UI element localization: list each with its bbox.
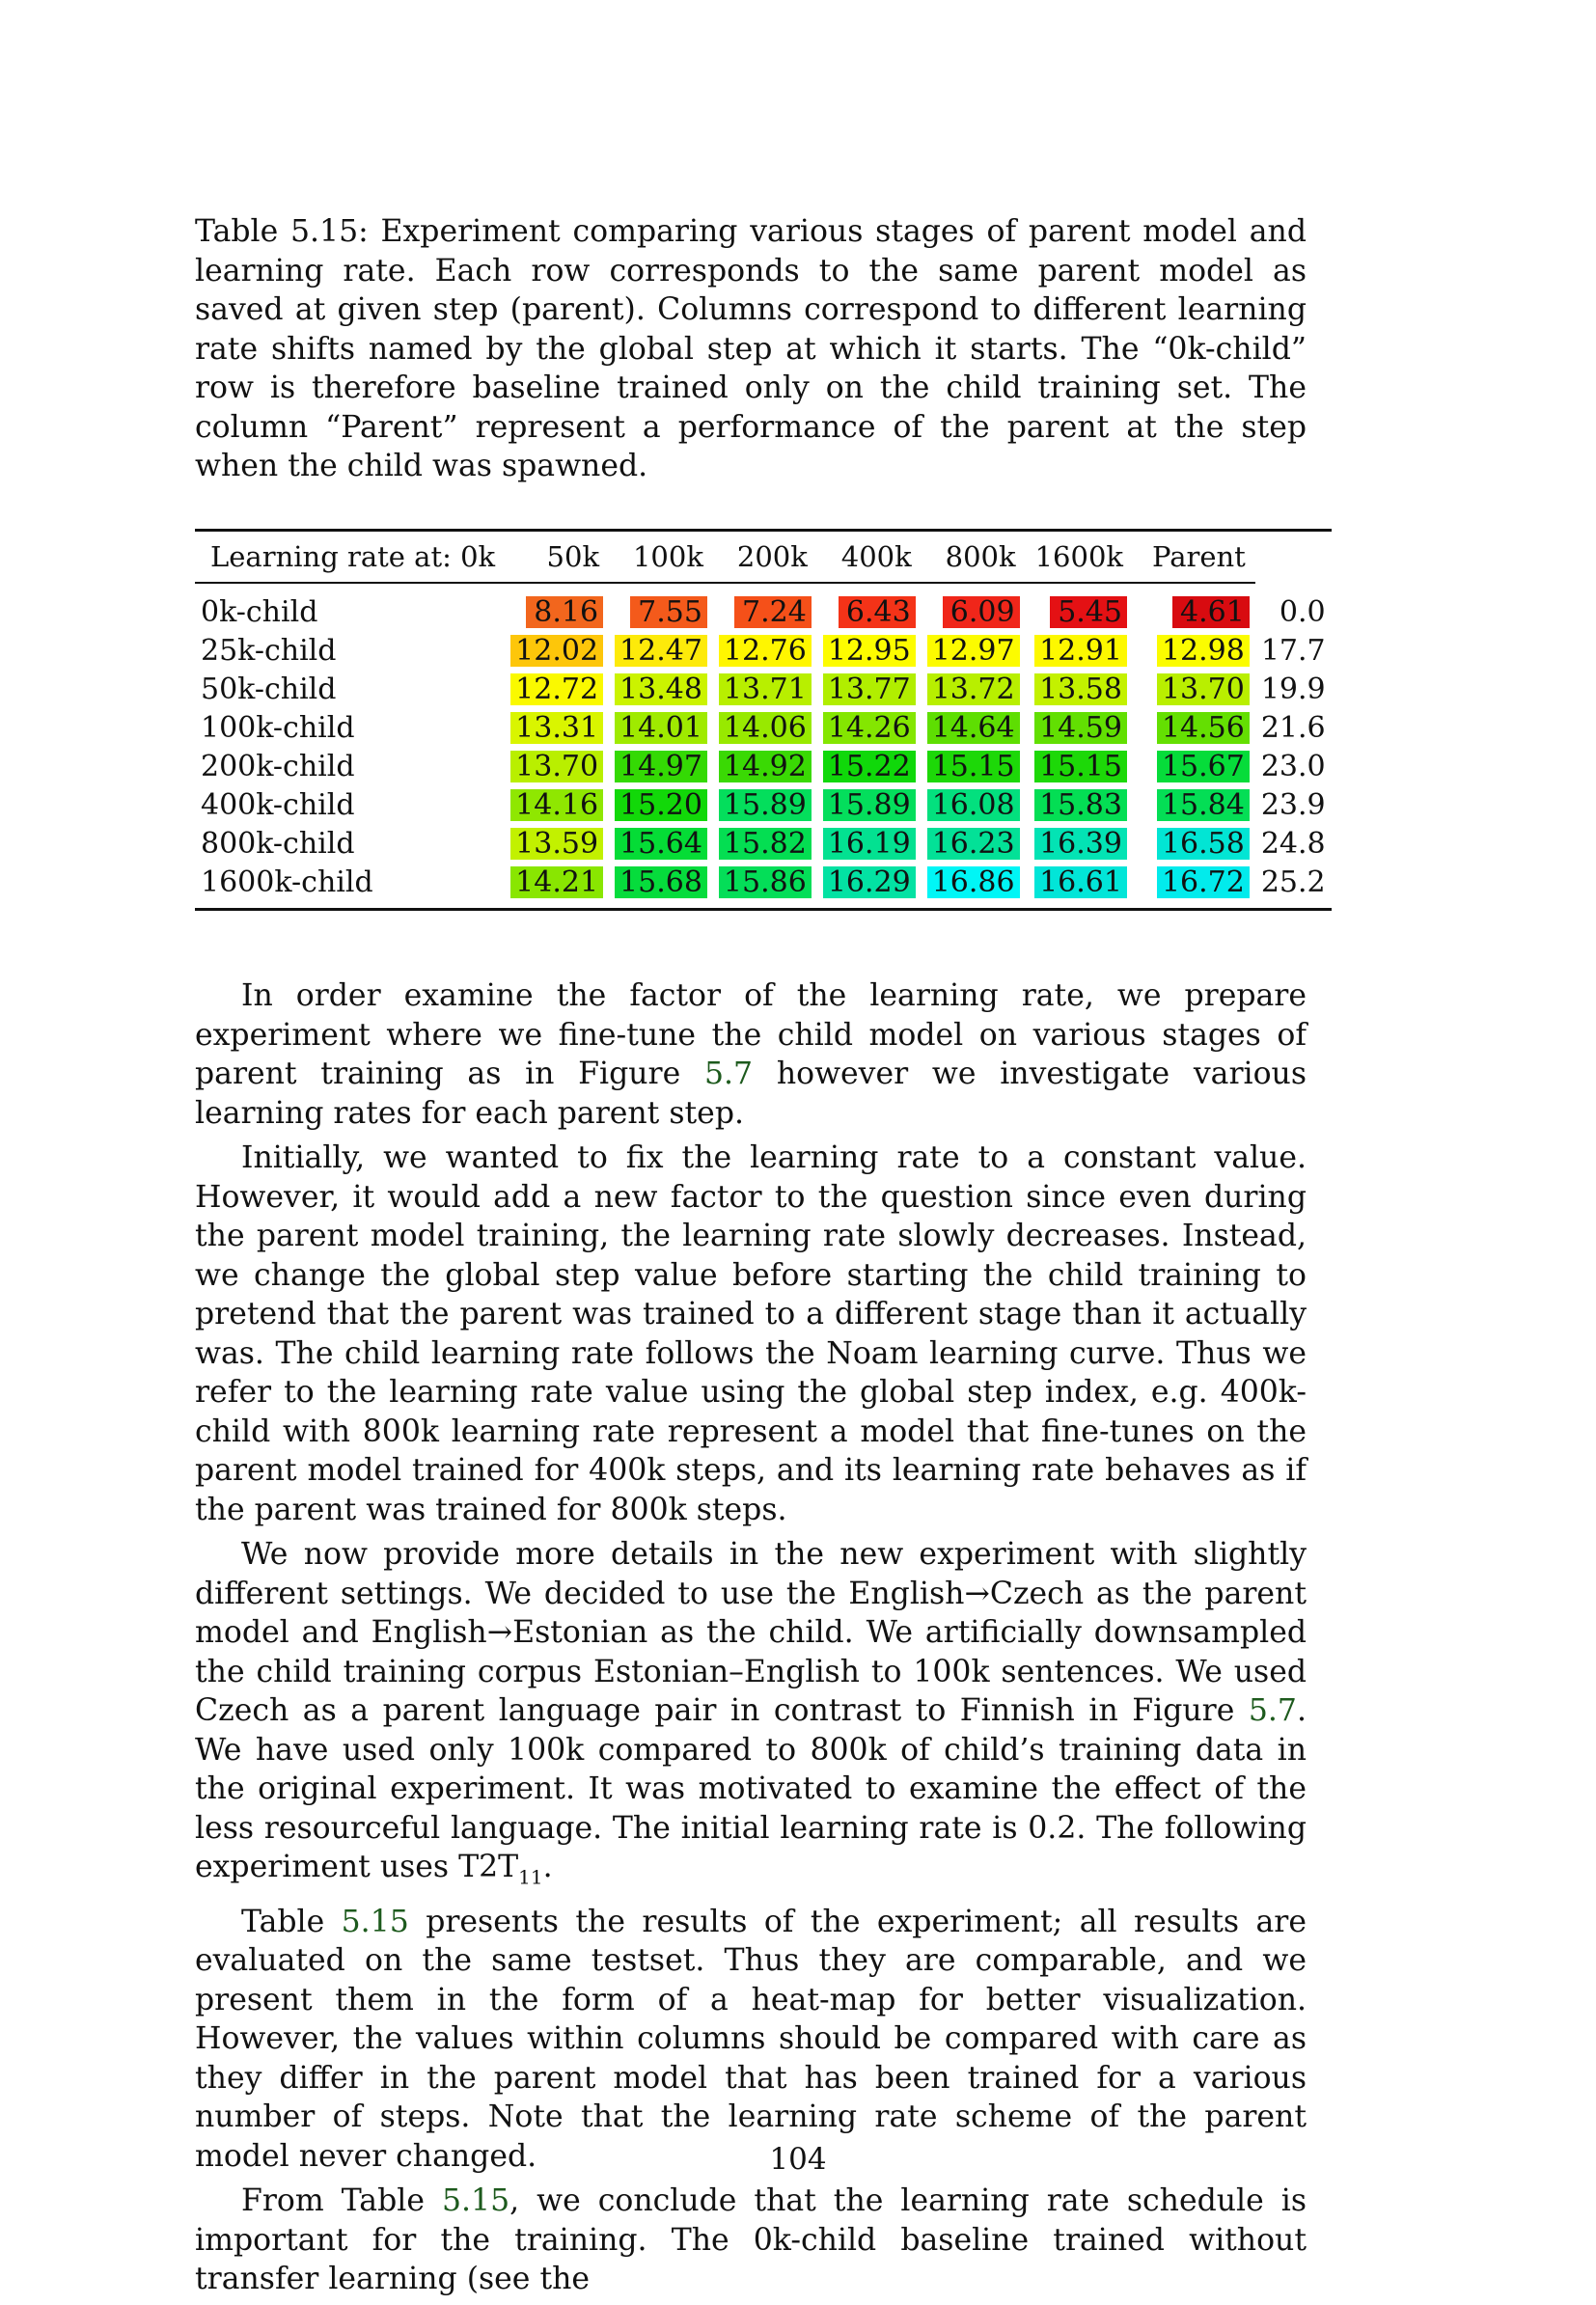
paragraph (195, 1903, 1307, 2177)
heat-cell (1026, 632, 1133, 671)
row-label: 200k-child (201, 750, 355, 783)
heat-cell-value: 16.86 (927, 866, 1020, 898)
heat-cell (922, 825, 1026, 864)
heat-cell-value: 14.64 (927, 712, 1020, 744)
heat-cell (817, 632, 922, 671)
heat-cell (505, 748, 609, 786)
heat-cell (922, 748, 1026, 786)
heat-cell-value: 16.29 (823, 866, 916, 898)
heat-cell-value: 16.58 (1157, 828, 1250, 860)
heat-cell (713, 748, 817, 786)
header-learning-rate: Learning rate at: 0k (195, 530, 505, 583)
row-label: 1600k-child (201, 865, 373, 899)
heat-cell (817, 583, 922, 632)
heatmap-table (195, 529, 1332, 911)
subscript: 11 (518, 1865, 543, 1889)
table-row (195, 671, 1332, 709)
heat-cell-value: 12.95 (823, 635, 916, 667)
text-run: , we conclude that the learning rate schedule is important for the training. The 0k-child baseline trained without transfer learning (see the (195, 2183, 1307, 2297)
heat-cell (922, 709, 1026, 748)
heat-cell-value: 16.08 (927, 789, 1020, 821)
paragraph (195, 1535, 1307, 1897)
heat-cell-value: 14.56 (1157, 712, 1250, 744)
heat-cell (505, 671, 609, 709)
heat-cell-value: 13.59 (510, 828, 603, 860)
heat-cell (817, 709, 922, 748)
parent-score: 17.7 (1260, 634, 1326, 668)
heat-cell-value: 13.72 (927, 673, 1020, 705)
heat-cell (922, 786, 1026, 825)
heat-cell (1133, 748, 1255, 786)
heat-cell-value: 13.71 (719, 673, 812, 705)
heat-cell (1133, 864, 1255, 910)
heat-cell (505, 709, 609, 748)
text-run: Table (241, 1904, 342, 1939)
heat-cell-value: 15.67 (1157, 751, 1250, 782)
heat-cell (609, 583, 713, 632)
heat-cell (1133, 632, 1255, 671)
text-run: Initially, we wanted to fix the learning rate to a constant value. However, it would add a new factor to the question since even during the parent model training, the learning rate slowly decreases. Instead, we change the global step value before starting the child training to pretend that the parent was trained to a different stage than it actually was. The child learning rate follows the Noam learning curve. Thus we refer to the learning rate value using the global step index, e.g. 400k-child with 800k learning rate represent a model that fine-tunes on the parent model trained for 400k steps, and its learning rate behaves as if the parent was trained for 800k steps. (195, 1140, 1307, 1527)
heat-cell-value: 15.15 (1034, 751, 1127, 782)
cross-reference-link[interactable]: 5.7 (703, 1056, 754, 1091)
row-label: 25k-child (201, 634, 337, 668)
heat-cell (1133, 786, 1255, 825)
heat-cell-value: 14.01 (615, 712, 707, 744)
heat-cell (505, 632, 609, 671)
heat-cell-value: 12.76 (719, 635, 812, 667)
heat-cell-value: 4.61 (1172, 596, 1250, 628)
table-row (195, 709, 1332, 748)
heat-cell-value: 12.47 (615, 635, 707, 667)
heat-cell-value: 15.89 (823, 789, 916, 821)
heat-cell (817, 748, 922, 786)
heat-cell-value: 15.15 (927, 751, 1020, 782)
heat-cell (1026, 825, 1133, 864)
heat-cell-value: 13.48 (615, 673, 707, 705)
heat-cell-value: 12.98 (1157, 635, 1250, 667)
heat-cell (922, 632, 1026, 671)
heat-cell (922, 864, 1026, 910)
parent-score: 0.0 (1279, 594, 1326, 629)
parent-score: 19.9 (1260, 672, 1326, 706)
heat-cell-value: 12.72 (510, 673, 603, 705)
heat-cell-value: 12.97 (927, 635, 1020, 667)
heat-cell (1026, 583, 1133, 632)
heat-cell-value: 16.19 (823, 828, 916, 860)
heat-cell-value: 7.24 (734, 596, 812, 628)
heat-cell-value: 13.77 (823, 673, 916, 705)
heat-cell (505, 583, 609, 632)
heat-cell-value: 13.58 (1034, 673, 1127, 705)
heat-cell (505, 864, 609, 910)
row-label: 400k-child (201, 788, 355, 822)
heat-cell (1026, 671, 1133, 709)
table-header-row (195, 530, 1332, 583)
page-number: 104 (769, 2142, 827, 2177)
heat-cell-value: 16.61 (1034, 866, 1127, 898)
heat-cell-value: 14.16 (510, 789, 603, 821)
header-800k: 800k (922, 530, 1026, 583)
text-run: In order examine the factor of the learning rate, we prepare experiment where we fine-tune the child model on various stages of parent training as in Figure (195, 978, 1307, 1091)
parent-score: 23.0 (1260, 750, 1326, 783)
heat-cell (1026, 786, 1133, 825)
heat-cell (1133, 825, 1255, 864)
heat-cell-value: 15.20 (615, 789, 707, 821)
heat-cell-value: 7.55 (630, 596, 707, 628)
heat-cell-value: 15.84 (1157, 789, 1250, 821)
header-parent: Parent (1133, 530, 1255, 583)
heat-cell (713, 709, 817, 748)
heat-cell-value: 8.16 (526, 596, 603, 628)
table-row (195, 825, 1332, 864)
header-400k: 400k (817, 530, 922, 583)
heat-cell (713, 632, 817, 671)
parent-score: 23.9 (1260, 788, 1326, 822)
heat-cell (713, 864, 817, 910)
heat-cell (713, 671, 817, 709)
header-200k: 200k (713, 530, 817, 583)
heat-cell (922, 671, 1026, 709)
table-figure (195, 212, 1326, 911)
table-row (195, 864, 1332, 910)
heat-cell (609, 671, 713, 709)
heat-cell (713, 583, 817, 632)
heat-cell (713, 786, 817, 825)
heat-cell-value: 13.70 (1157, 673, 1250, 705)
heat-cell (817, 671, 922, 709)
table-row (195, 583, 1332, 632)
heat-cell (817, 786, 922, 825)
body-text (195, 976, 1307, 2305)
heat-cell (609, 709, 713, 748)
header-50k: 50k (505, 530, 609, 583)
heat-cell (505, 786, 609, 825)
heat-cell-value: 15.83 (1034, 789, 1127, 821)
heat-cell-value: 14.59 (1034, 712, 1127, 744)
row-label: 0k-child (201, 595, 318, 629)
heat-cell (505, 825, 609, 864)
heat-cell-value: 15.68 (615, 866, 707, 898)
text-run: presents the results of the experiment; all results are evaluated on the same testset. Thus they are comparable, and we present them in the form of a heat-map for better visualization. However, the values within columns should be compared with care as they differ in the parent model that has been trained for a various number of steps. Note that the learning rate scheme of the parent model never changed. (195, 1904, 1307, 2174)
row-label: 800k-child (201, 827, 355, 861)
heat-cell (817, 864, 922, 910)
table-row (195, 786, 1332, 825)
heat-cell (1026, 748, 1133, 786)
cross-reference-link[interactable]: 5.15 (341, 1904, 409, 1939)
heat-cell-value: 14.26 (823, 712, 916, 744)
heat-cell-value: 14.92 (719, 751, 812, 782)
heat-cell-value: 15.89 (719, 789, 812, 821)
heat-cell (922, 583, 1026, 632)
heat-cell (817, 825, 922, 864)
paragraph (195, 976, 1307, 1133)
heat-cell (609, 786, 713, 825)
paragraph (195, 2182, 1307, 2299)
row-label: 50k-child (201, 672, 337, 706)
header-1600k: 1600k (1026, 530, 1133, 583)
heat-cell-value: 15.86 (719, 866, 812, 898)
text-run: From Table (241, 2183, 442, 2219)
heat-cell (1026, 709, 1133, 748)
heat-cell-value: 6.43 (839, 596, 916, 628)
heat-cell-value: 6.09 (943, 596, 1020, 628)
heat-cell (1133, 671, 1255, 709)
table-caption: Table 5.15: Experiment comparing various stages of parent model and learning rate. Each row corresponds to the same parent model as saved at given step (parent). Columns correspond to different learning rate shifts named by the global step at which it starts. The “0k-child” row is therefore baseline trained only on the child training set. The column “Parent” represent a performance of the parent at the step when the child was spawned. (195, 214, 1307, 483)
heat-cell-value: 16.23 (927, 828, 1020, 860)
heat-cell (1026, 864, 1133, 910)
parent-score: 21.6 (1260, 711, 1326, 745)
row-label: 100k-child (201, 711, 355, 745)
heat-cell (609, 825, 713, 864)
heat-cell-value: 12.91 (1034, 635, 1127, 667)
heat-cell-value: 13.70 (510, 751, 603, 782)
text-run: however we investigate various learning rates for each parent step. (195, 1056, 1307, 1131)
heat-cell (609, 632, 713, 671)
text-run: . (542, 1850, 553, 1884)
table-row (195, 632, 1332, 671)
heat-cell-value: 5.45 (1050, 596, 1127, 628)
heat-cell-value: 15.64 (615, 828, 707, 860)
heat-cell-value: 15.82 (719, 828, 812, 860)
heat-cell (609, 748, 713, 786)
heat-cell-value: 14.21 (510, 866, 603, 898)
heat-cell-value: 16.72 (1157, 866, 1250, 898)
heat-cell (1133, 583, 1255, 632)
heat-cell (1133, 709, 1255, 748)
table-row (195, 748, 1332, 786)
parent-score: 25.2 (1260, 865, 1326, 899)
cross-reference-link[interactable]: 5.15 (441, 2183, 510, 2219)
heat-cell-value: 13.31 (510, 712, 603, 744)
text-run: . We have used only 100k compared to 800k of child’s training data in the original experiment. It was motivated to examine the effect of the less resourceful language. The initial learning rate is 0.2. The following experiment uses T2T (195, 1693, 1307, 1884)
cross-reference-link[interactable]: 5.7 (1248, 1693, 1297, 1728)
paragraph (195, 1139, 1307, 1529)
parent-score: 24.8 (1260, 827, 1326, 861)
heat-cell-value: 14.97 (615, 751, 707, 782)
heat-cell-value: 16.39 (1034, 828, 1127, 860)
table-body (195, 583, 1332, 910)
text-run: We now provide more details in the new experiment with slightly different settings. We decided to use the English→Czech as the parent model and English→Estonian as the child. We artificially downsampled the child training corpus Estonian–English to 100k sentences. We used Czech as a parent language pair in contrast to Finnish in Figure (195, 1537, 1307, 1728)
heat-cell (713, 825, 817, 864)
heat-cell-value: 12.02 (510, 635, 603, 667)
heat-cell (609, 864, 713, 910)
header-100k: 100k (609, 530, 713, 583)
heat-cell-value: 14.06 (719, 712, 812, 744)
heat-cell-value: 15.22 (823, 751, 916, 782)
